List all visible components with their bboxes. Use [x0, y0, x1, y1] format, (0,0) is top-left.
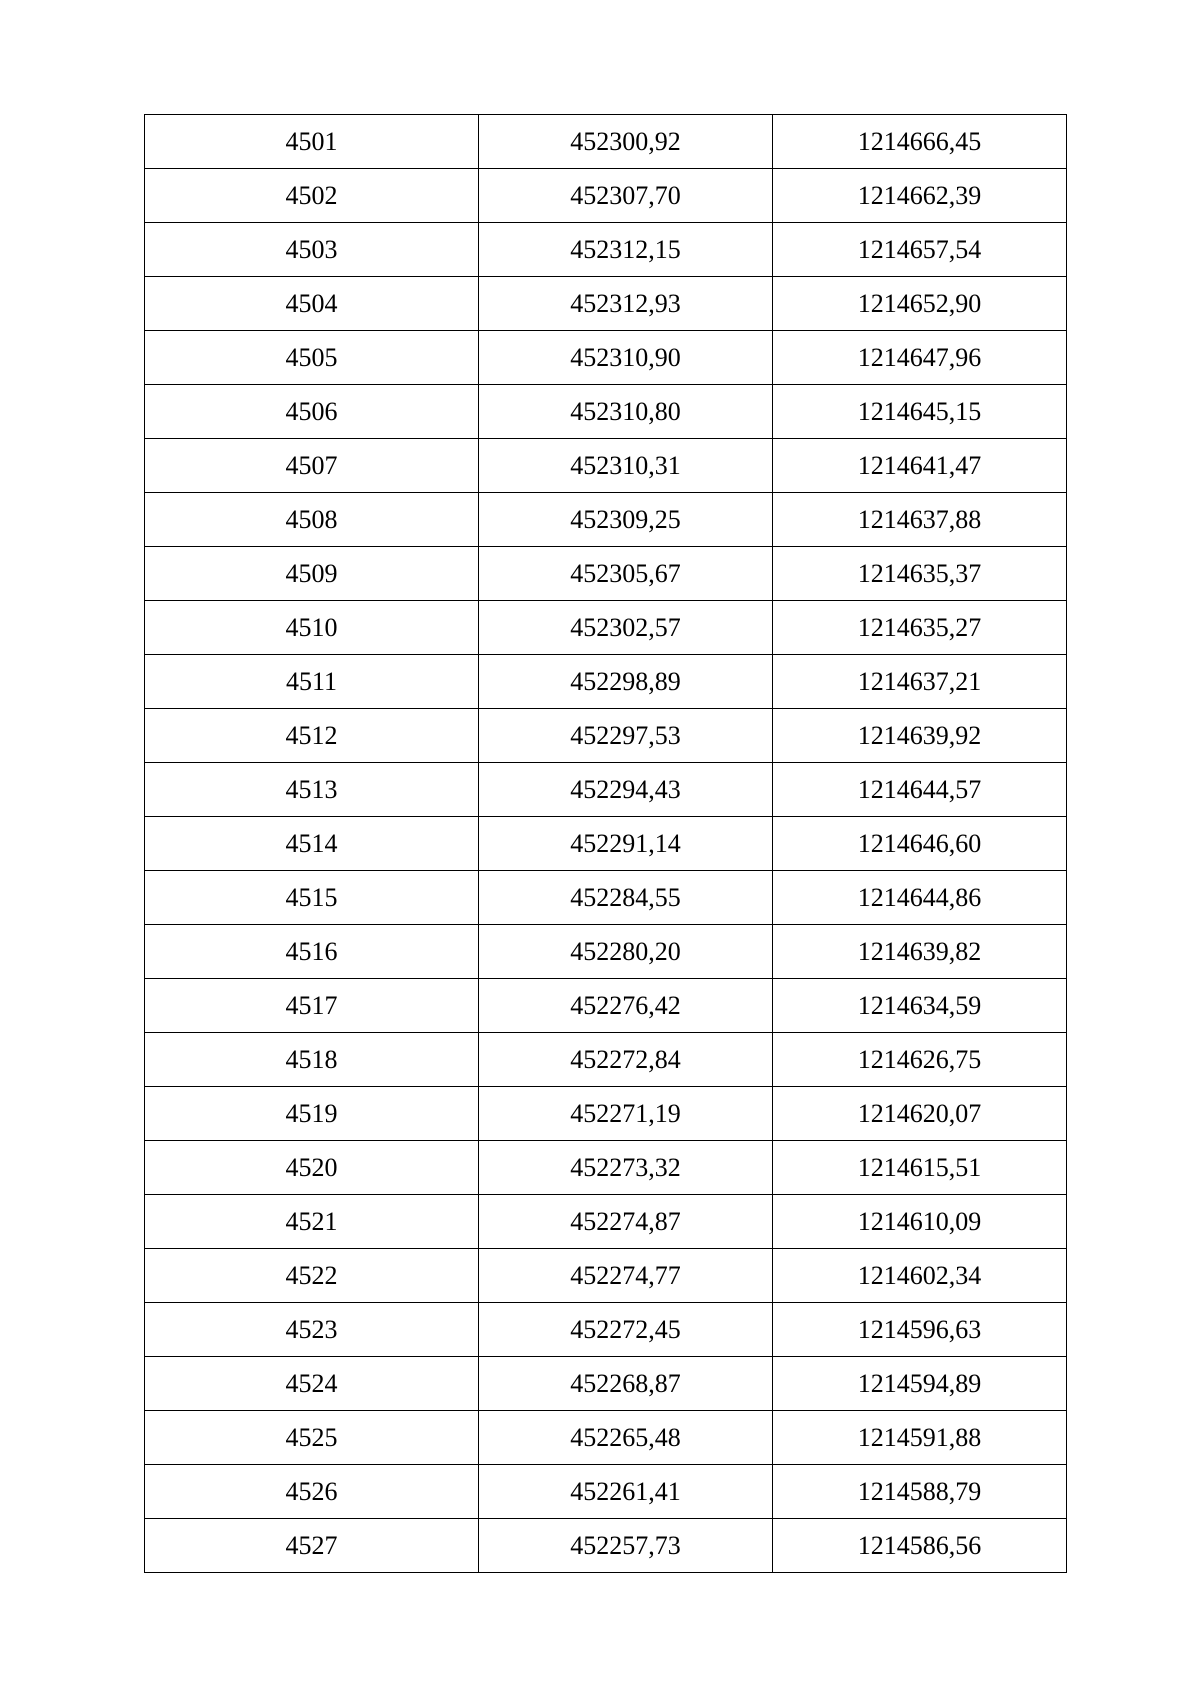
y-coordinate-cell: 1214626,75 — [773, 1033, 1067, 1087]
point-number-cell: 4518 — [145, 1033, 479, 1087]
y-coordinate-cell: 1214591,88 — [773, 1411, 1067, 1465]
point-number-cell: 4512 — [145, 709, 479, 763]
table-row — [145, 709, 1067, 763]
x-coordinate-cell: 452276,42 — [479, 979, 773, 1033]
point-number-cell: 4522 — [145, 1249, 479, 1303]
point-number-cell: 4503 — [145, 223, 479, 277]
table-row — [145, 655, 1067, 709]
x-coordinate-cell: 452312,93 — [479, 277, 773, 331]
point-number-cell: 4513 — [145, 763, 479, 817]
coordinates-table — [144, 114, 1067, 1573]
y-coordinate-cell: 1214637,88 — [773, 493, 1067, 547]
table-row — [145, 601, 1067, 655]
point-number-cell: 4508 — [145, 493, 479, 547]
table-row — [145, 817, 1067, 871]
y-coordinate-cell: 1214662,39 — [773, 169, 1067, 223]
point-number-cell: 4502 — [145, 169, 479, 223]
coordinates-table-body — [145, 115, 1067, 1573]
point-number-cell: 4521 — [145, 1195, 479, 1249]
y-coordinate-cell: 1214666,45 — [773, 115, 1067, 169]
x-coordinate-cell: 452302,57 — [479, 601, 773, 655]
point-number-cell: 4523 — [145, 1303, 479, 1357]
point-number-cell: 4509 — [145, 547, 479, 601]
point-number-cell: 4514 — [145, 817, 479, 871]
table-row — [145, 223, 1067, 277]
table-row — [145, 331, 1067, 385]
x-coordinate-cell: 452268,87 — [479, 1357, 773, 1411]
table-row — [145, 547, 1067, 601]
x-coordinate-cell: 452310,90 — [479, 331, 773, 385]
y-coordinate-cell: 1214620,07 — [773, 1087, 1067, 1141]
y-coordinate-cell: 1214652,90 — [773, 277, 1067, 331]
x-coordinate-cell: 452291,14 — [479, 817, 773, 871]
table-row — [145, 1033, 1067, 1087]
point-number-cell: 4517 — [145, 979, 479, 1033]
table-row — [145, 1249, 1067, 1303]
x-coordinate-cell: 452280,20 — [479, 925, 773, 979]
table-row — [145, 385, 1067, 439]
table-row — [145, 169, 1067, 223]
y-coordinate-cell: 1214635,27 — [773, 601, 1067, 655]
table-row — [145, 277, 1067, 331]
point-number-cell: 4505 — [145, 331, 479, 385]
x-coordinate-cell: 452271,19 — [479, 1087, 773, 1141]
y-coordinate-cell: 1214635,37 — [773, 547, 1067, 601]
point-number-cell: 4516 — [145, 925, 479, 979]
x-coordinate-cell: 452310,80 — [479, 385, 773, 439]
y-coordinate-cell: 1214610,09 — [773, 1195, 1067, 1249]
y-coordinate-cell: 1214641,47 — [773, 439, 1067, 493]
x-coordinate-cell: 452309,25 — [479, 493, 773, 547]
x-coordinate-cell: 452307,70 — [479, 169, 773, 223]
x-coordinate-cell: 452272,84 — [479, 1033, 773, 1087]
table-row — [145, 493, 1067, 547]
y-coordinate-cell: 1214657,54 — [773, 223, 1067, 277]
point-number-cell: 4504 — [145, 277, 479, 331]
point-number-cell: 4510 — [145, 601, 479, 655]
point-number-cell: 4501 — [145, 115, 479, 169]
y-coordinate-cell: 1214596,63 — [773, 1303, 1067, 1357]
table-row — [145, 439, 1067, 493]
x-coordinate-cell: 452305,67 — [479, 547, 773, 601]
point-number-cell: 4519 — [145, 1087, 479, 1141]
x-coordinate-cell: 452310,31 — [479, 439, 773, 493]
y-coordinate-cell: 1214646,60 — [773, 817, 1067, 871]
table-row — [145, 1141, 1067, 1195]
x-coordinate-cell: 452261,41 — [479, 1465, 773, 1519]
x-coordinate-cell: 452273,32 — [479, 1141, 773, 1195]
table-row — [145, 1303, 1067, 1357]
table-row — [145, 979, 1067, 1033]
table-row — [145, 925, 1067, 979]
point-number-cell: 4511 — [145, 655, 479, 709]
y-coordinate-cell: 1214639,92 — [773, 709, 1067, 763]
point-number-cell: 4520 — [145, 1141, 479, 1195]
x-coordinate-cell: 452284,55 — [479, 871, 773, 925]
y-coordinate-cell: 1214644,57 — [773, 763, 1067, 817]
y-coordinate-cell: 1214588,79 — [773, 1465, 1067, 1519]
x-coordinate-cell: 452257,73 — [479, 1519, 773, 1573]
y-coordinate-cell: 1214639,82 — [773, 925, 1067, 979]
table-row — [145, 1519, 1067, 1573]
x-coordinate-cell: 452272,45 — [479, 1303, 773, 1357]
point-number-cell: 4527 — [145, 1519, 479, 1573]
y-coordinate-cell: 1214586,56 — [773, 1519, 1067, 1573]
y-coordinate-cell: 1214615,51 — [773, 1141, 1067, 1195]
point-number-cell: 4524 — [145, 1357, 479, 1411]
table-row — [145, 1195, 1067, 1249]
x-coordinate-cell: 452274,77 — [479, 1249, 773, 1303]
x-coordinate-cell: 452298,89 — [479, 655, 773, 709]
x-coordinate-cell: 452297,53 — [479, 709, 773, 763]
point-number-cell: 4506 — [145, 385, 479, 439]
y-coordinate-cell: 1214634,59 — [773, 979, 1067, 1033]
table-row — [145, 1465, 1067, 1519]
point-number-cell: 4525 — [145, 1411, 479, 1465]
table-row — [145, 763, 1067, 817]
point-number-cell: 4515 — [145, 871, 479, 925]
table-row — [145, 115, 1067, 169]
table-row — [145, 871, 1067, 925]
table-row — [145, 1411, 1067, 1465]
y-coordinate-cell: 1214637,21 — [773, 655, 1067, 709]
y-coordinate-cell: 1214645,15 — [773, 385, 1067, 439]
x-coordinate-cell: 452294,43 — [479, 763, 773, 817]
y-coordinate-cell: 1214602,34 — [773, 1249, 1067, 1303]
point-number-cell: 4507 — [145, 439, 479, 493]
table-row — [145, 1357, 1067, 1411]
y-coordinate-cell: 1214594,89 — [773, 1357, 1067, 1411]
point-number-cell: 4526 — [145, 1465, 479, 1519]
y-coordinate-cell: 1214647,96 — [773, 331, 1067, 385]
x-coordinate-cell: 452300,92 — [479, 115, 773, 169]
table-row — [145, 1087, 1067, 1141]
x-coordinate-cell: 452265,48 — [479, 1411, 773, 1465]
x-coordinate-cell: 452274,87 — [479, 1195, 773, 1249]
x-coordinate-cell: 452312,15 — [479, 223, 773, 277]
y-coordinate-cell: 1214644,86 — [773, 871, 1067, 925]
